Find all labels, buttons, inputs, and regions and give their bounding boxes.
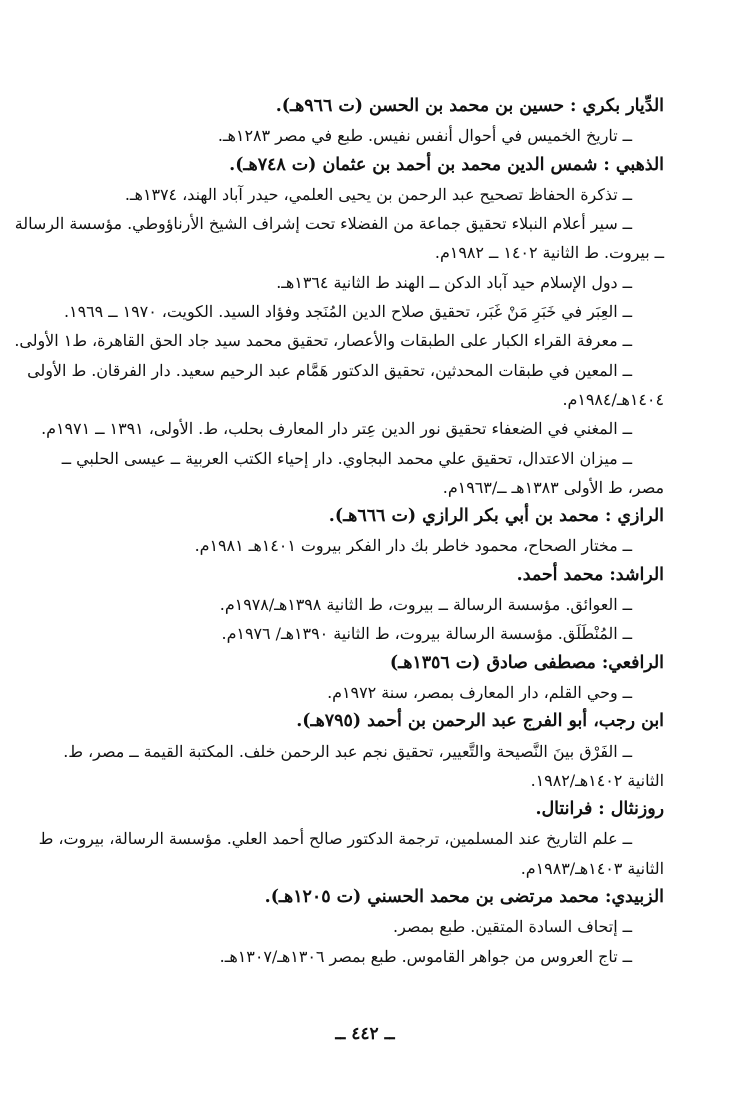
book-entry: ــ معرفة القراء الكبار على الطبقات والأعصار، تحقيق محمد سيد جاد الحق القاهرة، ط١ الأولى. [14,331,632,351]
book-entry: ــ المعين في طبقات المحدثين، تحقيق الدكتور هَمَّام عبد الرحيم سعيد. دار الفرقان. ط الأولى [27,360,632,380]
author-heading: الذهبي : شمس الدين محمد بن أحمد بن عثمان (ت ٧٤٨هـ). [229,154,664,175]
book-entry: ــ العوائق. مؤسسة الرسالة ــ بيروت، ط الثانية ١٣٩٨هـ/١٩٧٨م. [219,595,632,615]
book-entry: ــ إتحاف السادة المتقين. طبع بمصر. [393,917,632,937]
book-entry: ــ المغني في الضعفاء تحقيق نور الدين عِتر دار المعارف بحلب، ط. الأولى، ١٣٩١ ــ ١٩٧١م. [41,419,632,439]
entry-continuation: الثانية ١٤٠٣هـ/١٩٨٣م. [520,858,664,878]
author-heading: الرازي : محمد بن أبي بكر الرازي (ت ٦٦٦هـ). [328,506,664,527]
book-entry: ــ تاج العروس من جواهر القاموس. طبع بمصر ١٣٠٦هـ/١٣٠٧هـ. [219,946,632,966]
author-heading: روزنثال : فرانتال. [535,799,664,820]
entry-continuation: ١٤٠٤هـ/١٩٨٤م. [562,389,664,409]
book-entry: ــ تذكرة الحفاظ تصحيح عبد الرحمن بن يحيى العلمي، حيدر آباد الهند، ١٣٧٤هـ. [124,184,632,204]
book-entry: ــ تاريخ الخميس في أحوال أنفس نفيس. طبع في مصر ١٢٨٣هـ. [217,126,632,146]
book-entry: ــ مختار الصحاح، محمود خاطر بك دار الفكر بيروت ١٤٠١هـ ١٩٨١م. [194,536,632,556]
book-entry: ــ الفَرْق بينَ النَّصيحة والتَّعيير، تحقيق نجم عبد الرحمن خلف. المكتبة القيمة ــ مصر، ط. [63,741,632,761]
book-entry: ــ المُنْطَلَق. مؤسسة الرسالة بيروت، ط الثانية ١٣٩٠هـ/ ١٩٧٦م. [221,624,632,644]
book-entry: ــ سير أعلام النبلاء تحقيق جماعة من الفضلاء تحت إشراف الشيخ الأرناؤوطي. مؤسسة الرسالة [14,214,632,234]
author-heading: الرافعي: مصطفى صادق (ت ١٣٥٦هـ) [389,652,664,673]
page-number: ــ ٤٤٢ ــ [335,1024,395,1044]
entry-continuation: ــ بيروت. ط الثانية ١٤٠٢ ــ ١٩٨٢م. [434,243,664,263]
author-heading: الزبيدي: محمد مرتضى بن محمد الحسني (ت ١٢٠٥هـ). [264,887,664,908]
book-entry: ــ العِبَر في خَبَرِ مَنْ غَبَر، تحقيق صلاح الدين المُنَجد وفؤاد السيد. الكويت، ١٩٧٠ ــ ١٩٦٩. [63,302,632,322]
book-entry: ــ وحي القلم، دار المعارف بمصر، سنة ١٩٧٢م. [327,682,632,702]
book-entry: ــ دول الإسلام حيد آباد الدكن ــ الهند ط الثانية ١٣٦٤هـ. [276,272,632,292]
author-heading: الدِّيار بكري : حسين بن محمد بن الحسن (ت ٩٦٦هـ). [275,96,664,116]
bibliography-list [14,92,664,971]
book-entry: ــ ميزان الاعتدال، تحقيق علي محمد البجاوي. دار إحياء الكتب العربية ــ عيسى الحلبي ــ [61,448,632,468]
author-heading: الراشد: محمد أحمد. [516,564,664,585]
entry-continuation: مصر، ط الأولى ١٣٨٣هـ ــ/١٩٦٣م. [442,477,664,497]
entry-continuation: الثانية ١٤٠٢هـ/١٩٨٢. [530,770,664,790]
author-heading: ابن رجب، أبو الفرج عبد الرحمن بن أحمد (٧٩٥هـ). [296,711,664,732]
book-entry: ــ علم التاريخ عند المسلمين، ترجمة الدكتور صالح أحمد العلي. مؤسسة الرسالة، بيروت، ط [38,829,632,849]
